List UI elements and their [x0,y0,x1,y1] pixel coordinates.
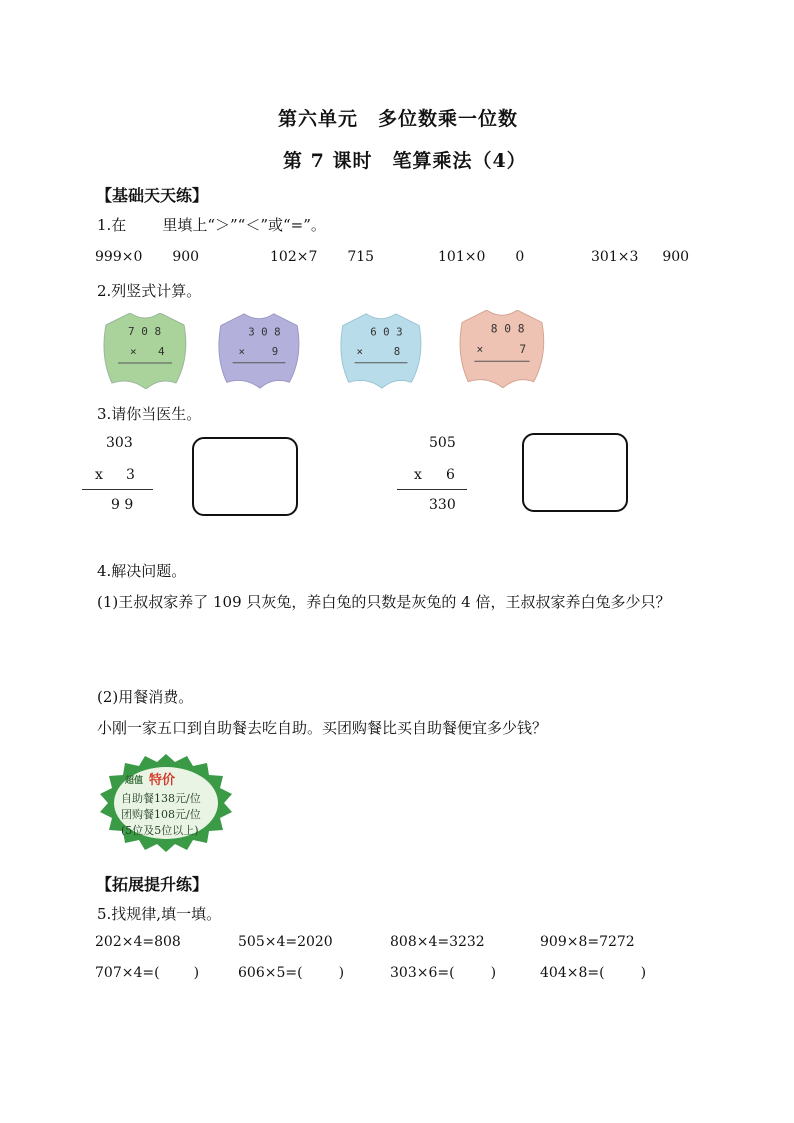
q1-prompt-start: 1.在 [97,216,127,234]
shield-multiplier: 9 [271,344,279,358]
q1-prompt-end: 里填上“＞”“＜”或“=”。 [162,216,326,234]
shield-multiplier: 4 [158,345,165,358]
shield-operator: × [476,343,484,357]
q5-prompt: 5.找规律,填一填。 [97,905,222,923]
q5-example-2: 505×4=2020 [238,934,333,950]
q4-part-2: (2)用餐消费。 [97,688,194,706]
q2-prompt: 2.列竖式计算。 [97,282,202,300]
q1-item-left: 101×0 [438,249,486,265]
calc-1-top: 303 [106,435,133,451]
q5-fill-4 [540,965,646,981]
q4-part-1: (1)王叔叔家养了 109 只灰兔，养白兔的只数是灰兔的 4 倍，王叔叔家养白兔多少只？ [97,593,671,611]
shield-top-number: 3 0 8 [248,325,281,339]
badge-line-1: 自助餐138元/位 [121,792,201,805]
q1-item-right: 715 [347,249,375,265]
badge-label-a: 超值 [125,776,144,786]
calc-2-result: 330 [429,497,456,513]
shield-card-4 [456,310,548,388]
shield-top-number: 8 0 8 [490,322,525,336]
calc-2-op: x [414,467,422,483]
q5-fill-close: ) [640,965,647,981]
q5-fill-expr: 303×6=( [390,965,455,981]
q5-fill-2 [238,965,344,981]
calc-2-line [397,489,467,490]
badge-line-3: (5位及5位以上) [121,824,199,837]
shield-top-number: 6 0 3 [370,325,403,339]
q5-example-1: 202×4=808 [95,934,181,950]
shield-multiplier: 7 [519,343,527,357]
q1-item-2 [270,249,374,265]
q5-fill-expr: 606×5=( [238,965,303,981]
price-badge [97,752,235,854]
q4-part-2-text: 小刚一家五口到自助餐去吃自助。买团购餐比买自助餐便宜多少钱？ [97,719,548,737]
q5-fill-1 [95,965,199,981]
shield-card-1 [100,313,190,389]
q4-prompt: 4.解决问题。 [97,562,187,580]
q1-item-right: 900 [662,249,690,265]
answer-box-1[interactable] [192,437,298,516]
shield-card-2 [215,313,303,389]
q5-fill-close: ) [193,965,200,981]
section-basic-heading: 【基础天天练】 [96,186,209,205]
q1-item-left: 999×0 [95,249,143,265]
answer-box-2[interactable] [522,433,628,512]
q1-item-4 [591,249,689,265]
q5-fill-3 [390,965,496,981]
shield-multiplier: 8 [393,344,401,358]
badge-label-b: 特价 [149,773,176,788]
shield-top-number: 7 0 8 [128,325,162,338]
q5-fill-close: ) [338,965,345,981]
calc-1-result: 9 9 [111,497,134,513]
shield-operator: × [356,344,364,358]
q3-prompt: 3.请你当医生。 [97,405,202,423]
q5-example-4: 909×8=7272 [540,934,635,950]
q5-fill-expr: 404×8=( [540,965,605,981]
page-subtitle: 第 7 课时 笔算乘法（4） [283,150,527,172]
q5-example-3: 808×4=3232 [390,934,485,950]
section-extend-heading: 【拓展提升练】 [96,875,209,894]
q1-item-left: 301×3 [591,249,639,265]
q1-item-1 [95,249,199,265]
calc-2-mult: 6 [446,467,455,483]
q1-item-3 [438,249,524,265]
shield-card-3 [337,313,425,389]
calc-1-op: x [95,467,103,483]
q1-item-left: 102×7 [270,249,318,265]
q5-fill-expr: 707×4=( [95,965,160,981]
badge-line-2: 团购餐108元/位 [121,808,201,821]
q1-item-right: 0 [515,249,525,265]
calc-1-line [82,489,153,490]
q5-fill-close: ) [490,965,497,981]
shield-operator: × [238,344,245,358]
calc-1-mult: 3 [126,467,135,483]
page-title: 第六单元 多位数乘一位数 [278,108,519,130]
shield-operator: × [130,345,137,358]
q1-prompt [97,214,326,235]
q1-item-right: 900 [172,249,200,265]
calc-2-top: 505 [429,435,456,451]
